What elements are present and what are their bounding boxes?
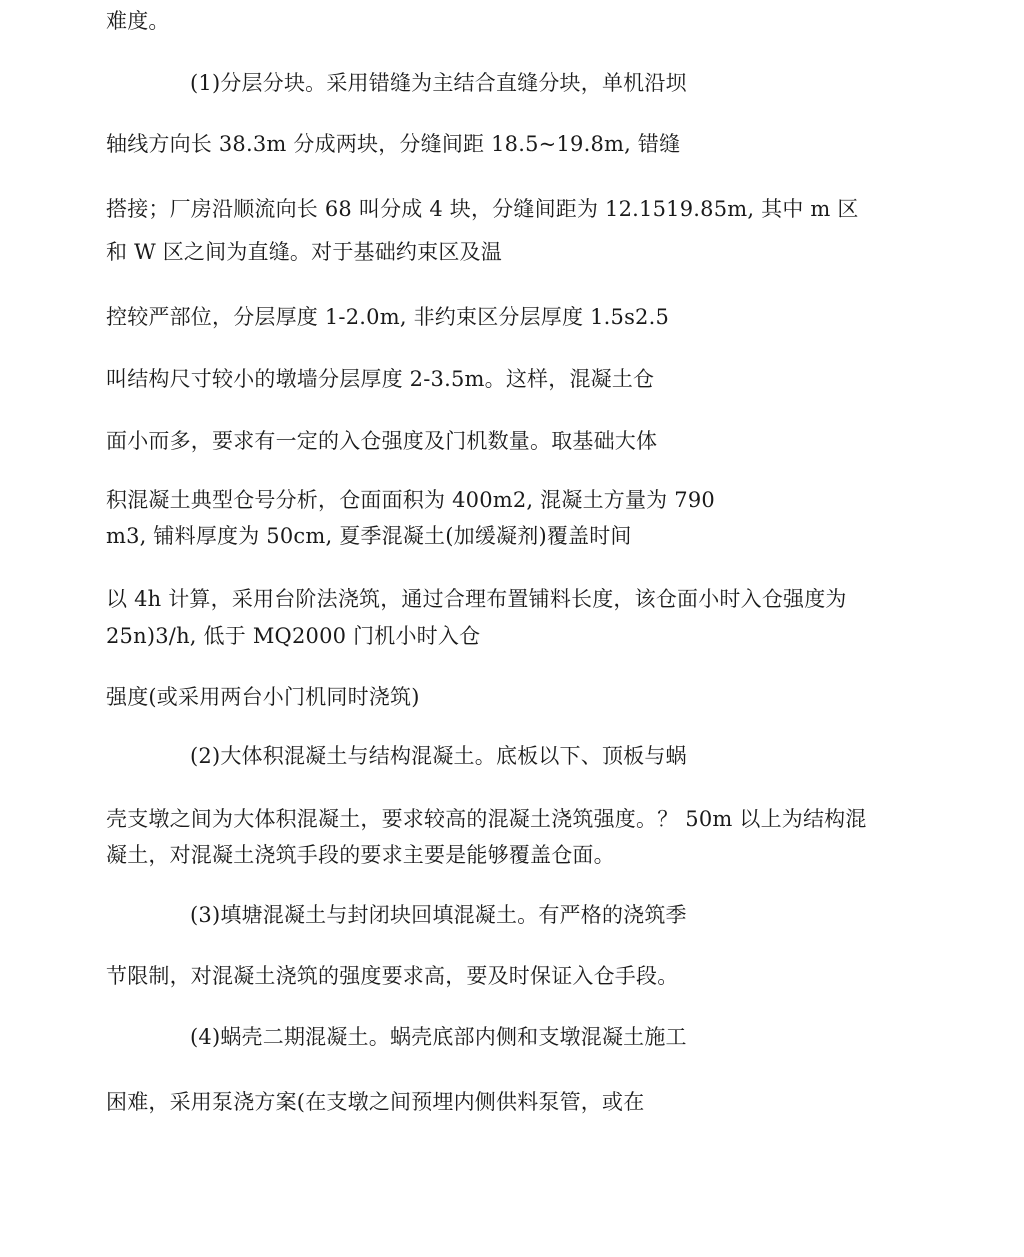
text-line: 积混凝土典型仓号分析，仓面面积为 400m2, 混凝土方量为 790 — [106, 488, 715, 512]
text-line: (1)分层分块。采用错缝为主结合直缝分块，单机沿坝 — [190, 71, 687, 95]
text-line: 轴线方向长 38.3m 分成两块，分缝间距 18.5~19.8m, 错缝 — [106, 132, 681, 156]
text-line: 和 W 区之间为直缝。对于基础约束区及温 — [106, 240, 502, 264]
text-line: 面小而多，要求有一定的入仓强度及门机数量。取基础大体 — [106, 429, 658, 453]
text-line: m3, 铺料厚度为 50cm, 夏季混凝土(加缓凝剂)覆盖时间 — [106, 524, 632, 548]
text-line: 强度(或采用两台小门机同时浇筑) — [106, 685, 420, 709]
text-line: 困难，采用泵浇方案(在支墩之间预埋内侧供料泵管，或在 — [106, 1090, 645, 1114]
text-line: 凝土，对混凝土浇筑手段的要求主要是能够覆盖仓面。 — [106, 843, 615, 867]
text-line: (4)蜗壳二期混凝土。蜗壳底部内侧和支墩混凝土施工 — [190, 1025, 687, 1049]
text-line: 控较严部位，分层厚度 1-2.0m, 非约束区分层厚度 1.5s2.5 — [106, 305, 670, 329]
text-line: 搭接；厂房沿顺流向长 68 叫分成 4 块，分缝间距为 12.1519.85m, 其中 m 区 — [106, 197, 859, 221]
text-line: 壳支墩之间为大体积混凝土，要求较高的混凝土浇筑强度。？ 50m 以上为结构混 — [106, 807, 867, 831]
text-line: 难度。 — [106, 9, 170, 33]
text-line: 节限制，对混凝土浇筑的强度要求高，要及时保证入仓手段。 — [106, 964, 679, 988]
text-line: 25n)3/h, 低于 MQ2000 门机小时入仓 — [106, 624, 481, 648]
text-line: 叫结构尺寸较小的墩墙分层厚度 2-3.5m。这样，混凝土仓 — [106, 367, 655, 391]
text-line: 以 4h 计算，采用台阶法浇筑，通过合理布置铺料长度，该仓面小时入仓强度为 — [106, 587, 847, 611]
text-line: (3)填塘混凝土与封闭块回填混凝土。有严格的浇筑季 — [190, 903, 687, 927]
text-line: (2)大体积混凝土与结构混凝土。底板以下、顶板与蜗 — [190, 744, 687, 768]
